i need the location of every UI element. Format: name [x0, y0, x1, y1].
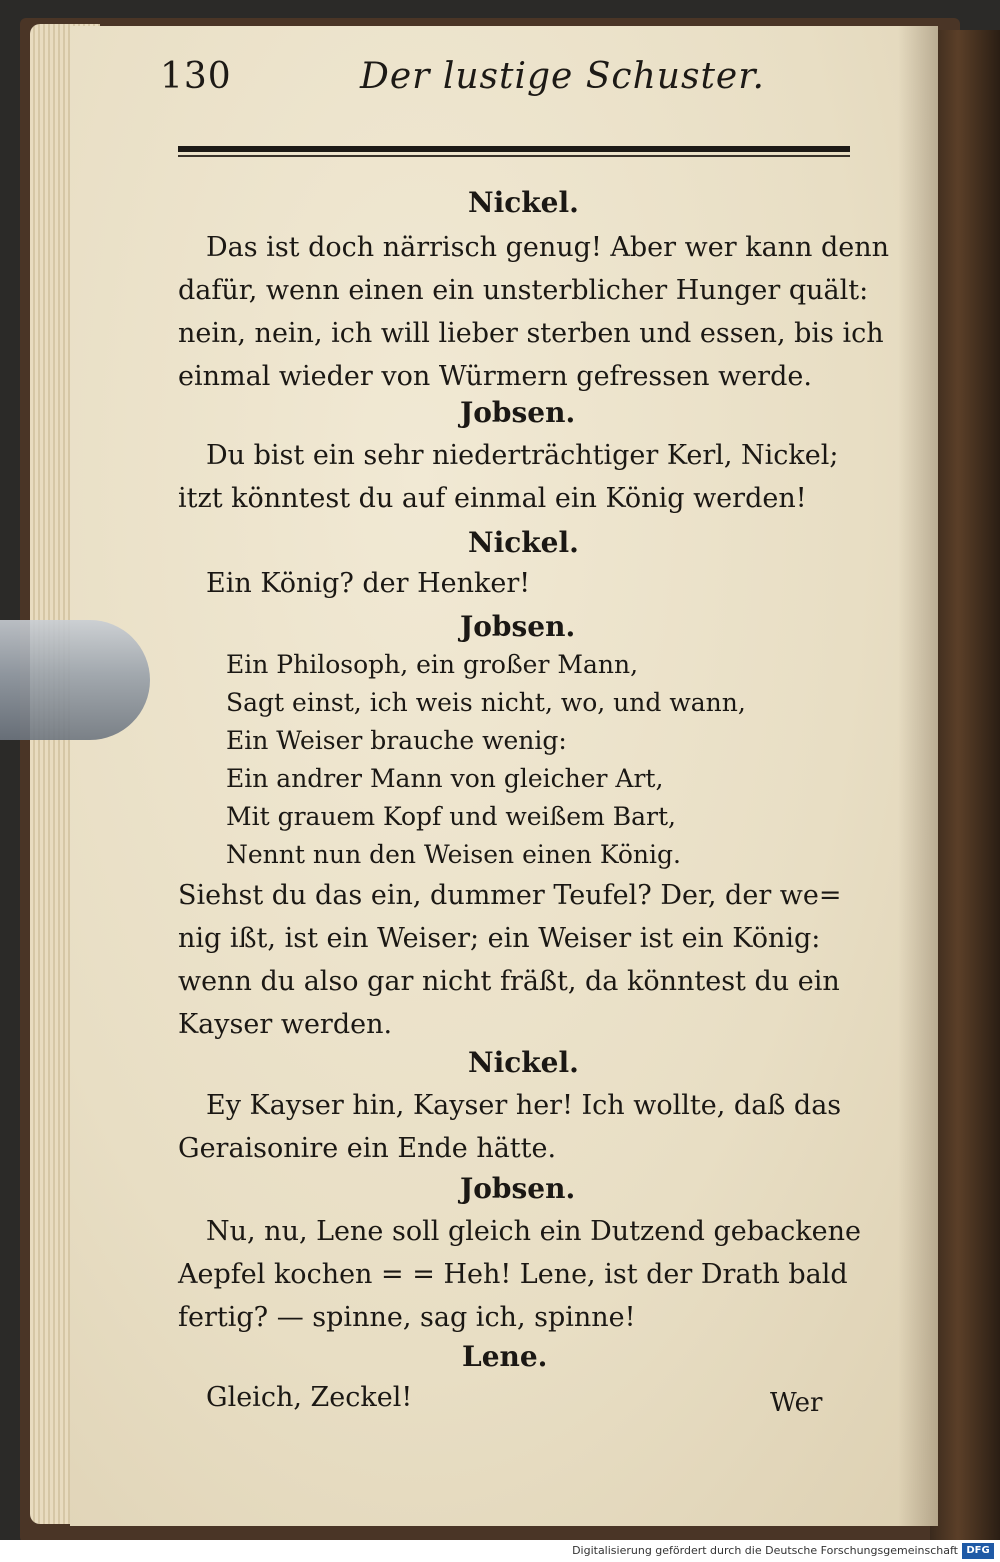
- speaker-label: Nickel.: [468, 186, 579, 219]
- text-line: Das ist doch närrisch genug! Aber wer kann denn: [206, 232, 890, 263]
- text-line: Gleich, Zeckel!: [206, 1382, 413, 1413]
- text-line: fertig? — spinne, sag ich, spinne!: [178, 1302, 636, 1333]
- verse-line: Sagt einst, ich weis nicht, wo, und wann,: [226, 688, 746, 717]
- verse-line: Ein Philosoph, ein großer Mann,: [226, 650, 639, 679]
- text-line: dafür, wenn einen ein unsterblicher Hunger quält:: [178, 275, 869, 306]
- gutter-shadow: [898, 26, 938, 1526]
- text-line: Du bist ein sehr niederträchtiger Kerl, Nickel;: [206, 440, 839, 471]
- text-line: Ey Kayser hin, Kayser her! Ich wollte, daß das: [206, 1090, 842, 1121]
- text-line: einmal wieder von Würmern gefressen werde.: [178, 361, 812, 392]
- text-line: Ein König? der Henker!: [206, 568, 531, 599]
- verse-line: Nennt nun den Weisen einen König.: [226, 840, 681, 869]
- footer-credit: Digitalisierung gefördert durch die Deutsche Forschungsgemeinschaft: [572, 1544, 958, 1557]
- catchword: Wer: [770, 1388, 823, 1418]
- speaker-label: Nickel.: [468, 1046, 579, 1079]
- text-line: Siehst du das ein, dummer Teufel? Der, der we=: [178, 880, 842, 911]
- page-clip: [0, 620, 150, 740]
- text-line: nein, nein, ich will lieber sterben und essen, bis ich: [178, 318, 884, 349]
- speaker-label: Nickel.: [468, 526, 579, 559]
- verse-line: Ein Weiser brauche wenig:: [226, 726, 567, 755]
- running-title: Der lustige Schuster.: [360, 56, 765, 97]
- text-line: Aepfel kochen = = Heh! Lene, ist der Drath bald: [178, 1259, 848, 1290]
- text-line: Kayser werden.: [178, 1009, 393, 1040]
- book-spine: [930, 30, 1000, 1550]
- header-rule-thick: [178, 146, 850, 152]
- text-line: Geraisonire ein Ende hätte.: [178, 1133, 557, 1164]
- speaker-label: Jobsen.: [460, 610, 576, 643]
- page-header: [80, 56, 860, 106]
- page-number: 130: [160, 56, 232, 97]
- text-line: itzt könntest du auf einmal ein König werden!: [178, 483, 807, 514]
- speaker-label: Jobsen.: [460, 396, 576, 429]
- speaker-label: Lene.: [462, 1340, 548, 1373]
- verse-line: Mit grauem Kopf und weißem Bart,: [226, 802, 676, 831]
- text-line: Nu, nu, Lene soll gleich ein Dutzend gebackene: [206, 1216, 861, 1247]
- header-rule-thin: [178, 155, 850, 157]
- verse-line: Ein andrer Mann von gleicher Art,: [226, 764, 664, 793]
- speaker-label: Jobsen.: [460, 1172, 576, 1205]
- text-line: nig ißt, ist ein Weiser; ein Weiser ist ein König:: [178, 923, 821, 954]
- footer-bar: [0, 1540, 1000, 1562]
- dfg-logo-badge: DFG: [962, 1543, 994, 1559]
- text-line: wenn du also gar nicht fräßt, da könntest du ein: [178, 966, 840, 997]
